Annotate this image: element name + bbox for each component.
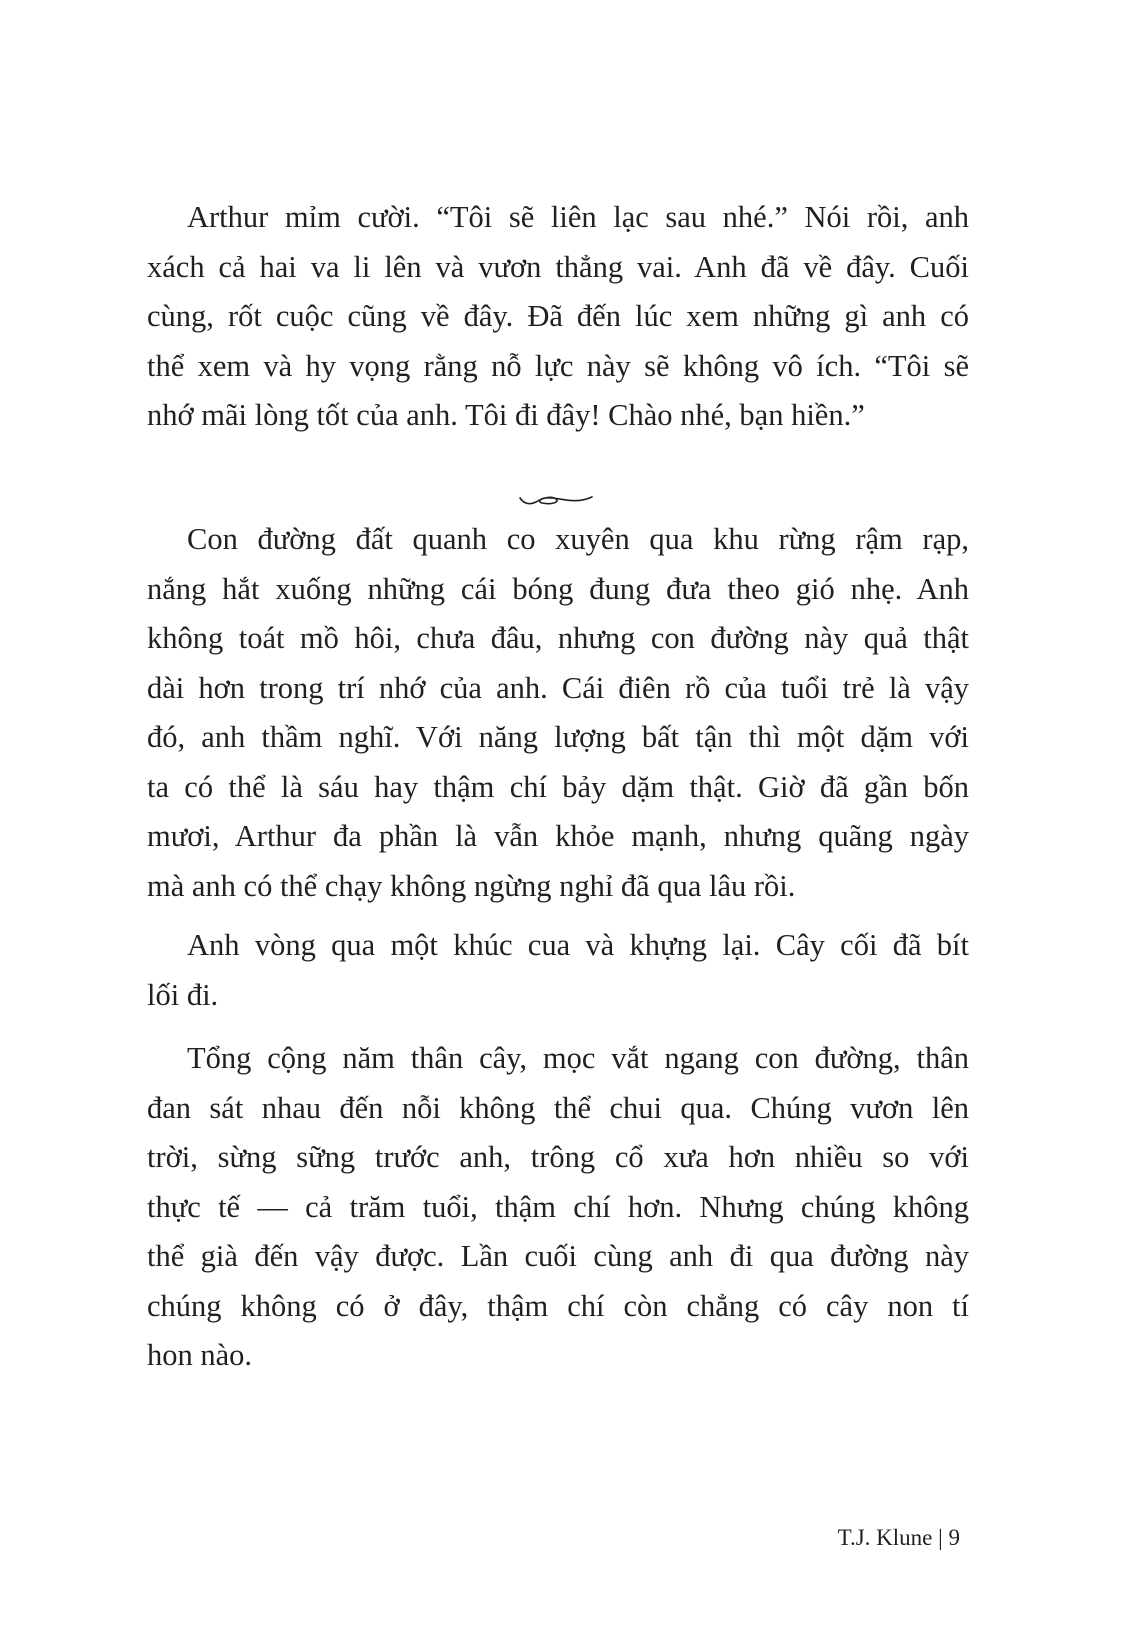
footer-author: T.J. Klune — [837, 1525, 933, 1550]
paragraph-4 — [147, 1034, 969, 1381]
text-line: đan sát nhau đến nỗi không thể chui qua. Chúng vươn lên — [147, 1090, 969, 1125]
text-line: không toát mồ hôi, chưa đâu, nhưng con đường này quả thật — [147, 621, 969, 655]
text-line: mà anh có thể chạy không ngừng nghỉ đã qua lâu rồi. — [147, 868, 796, 903]
scroll-flourish-icon — [518, 492, 594, 508]
text-line: Arthur mỉm cười. “Tôi sẽ liên lạc sau nhé.” Nói rồi, anh — [187, 200, 969, 234]
paragraph-3 — [147, 921, 969, 1020]
text-line: Con đường đất quanh co xuyên qua khu rừng rậm rạp, — [187, 522, 969, 556]
text-line: đó, anh thầm nghĩ. Với năng lượng bất tận thì một dặm với — [147, 720, 969, 754]
text-line: dài hơn trong trí nhớ của anh. Cái điên rồ của tuổi trẻ là vậy — [147, 670, 969, 705]
text-line: trời, sừng sững trước anh, trông cổ xưa hơn nhiều so với — [147, 1140, 969, 1174]
text-line: lối đi. — [147, 977, 219, 1012]
text-line: cùng, rốt cuộc cũng về đây. Đã đến lúc xem những gì anh có — [147, 299, 969, 333]
text-line: xách cả hai va li lên và vươn thẳng vai. Anh đã về đây. Cuối — [147, 249, 969, 284]
text-line: hon nào. — [147, 1338, 253, 1372]
page-number: 9 — [948, 1525, 960, 1550]
footer-separator: | — [938, 1525, 943, 1550]
text-line: mươi, Arthur đa phần là vẫn khỏe mạnh, nhưng quãng ngày — [147, 819, 969, 853]
text-line: Tổng cộng năm thân cây, mọc vắt ngang con đường, thân — [187, 1041, 969, 1075]
paragraph-2 — [147, 515, 969, 911]
text-line: Anh vòng qua một khúc cua và khựng lại. Cây cối đã bít — [187, 928, 969, 962]
text-line: chúng không có ở đây, thậm chí còn chẳng có cây non tí — [147, 1288, 969, 1323]
paragraph-1 — [147, 193, 969, 441]
text-line: nhớ mãi lòng tốt của anh. Tôi đi đây! Chào nhé, bạn hiền.” — [147, 398, 865, 432]
text-line: ta có thể là sáu hay thậm chí bảy dặm thật. Giờ đã gần bốn — [147, 769, 969, 804]
text-line: thực tế — cả trăm tuổi, thậm chí hơn. Nhưng chúng không — [147, 1189, 969, 1224]
text-line: thể già đến vậy được. Lần cuối cùng anh đi qua đường này — [147, 1239, 969, 1273]
text-line: thể xem và hy vọng rằng nỗ lực này sẽ không vô ích. “Tôi sẽ — [147, 348, 969, 383]
page-footer — [838, 1525, 960, 1551]
text-line: nắng hắt xuống những cái bóng đung đưa theo gió nhẹ. Anh — [147, 571, 969, 606]
